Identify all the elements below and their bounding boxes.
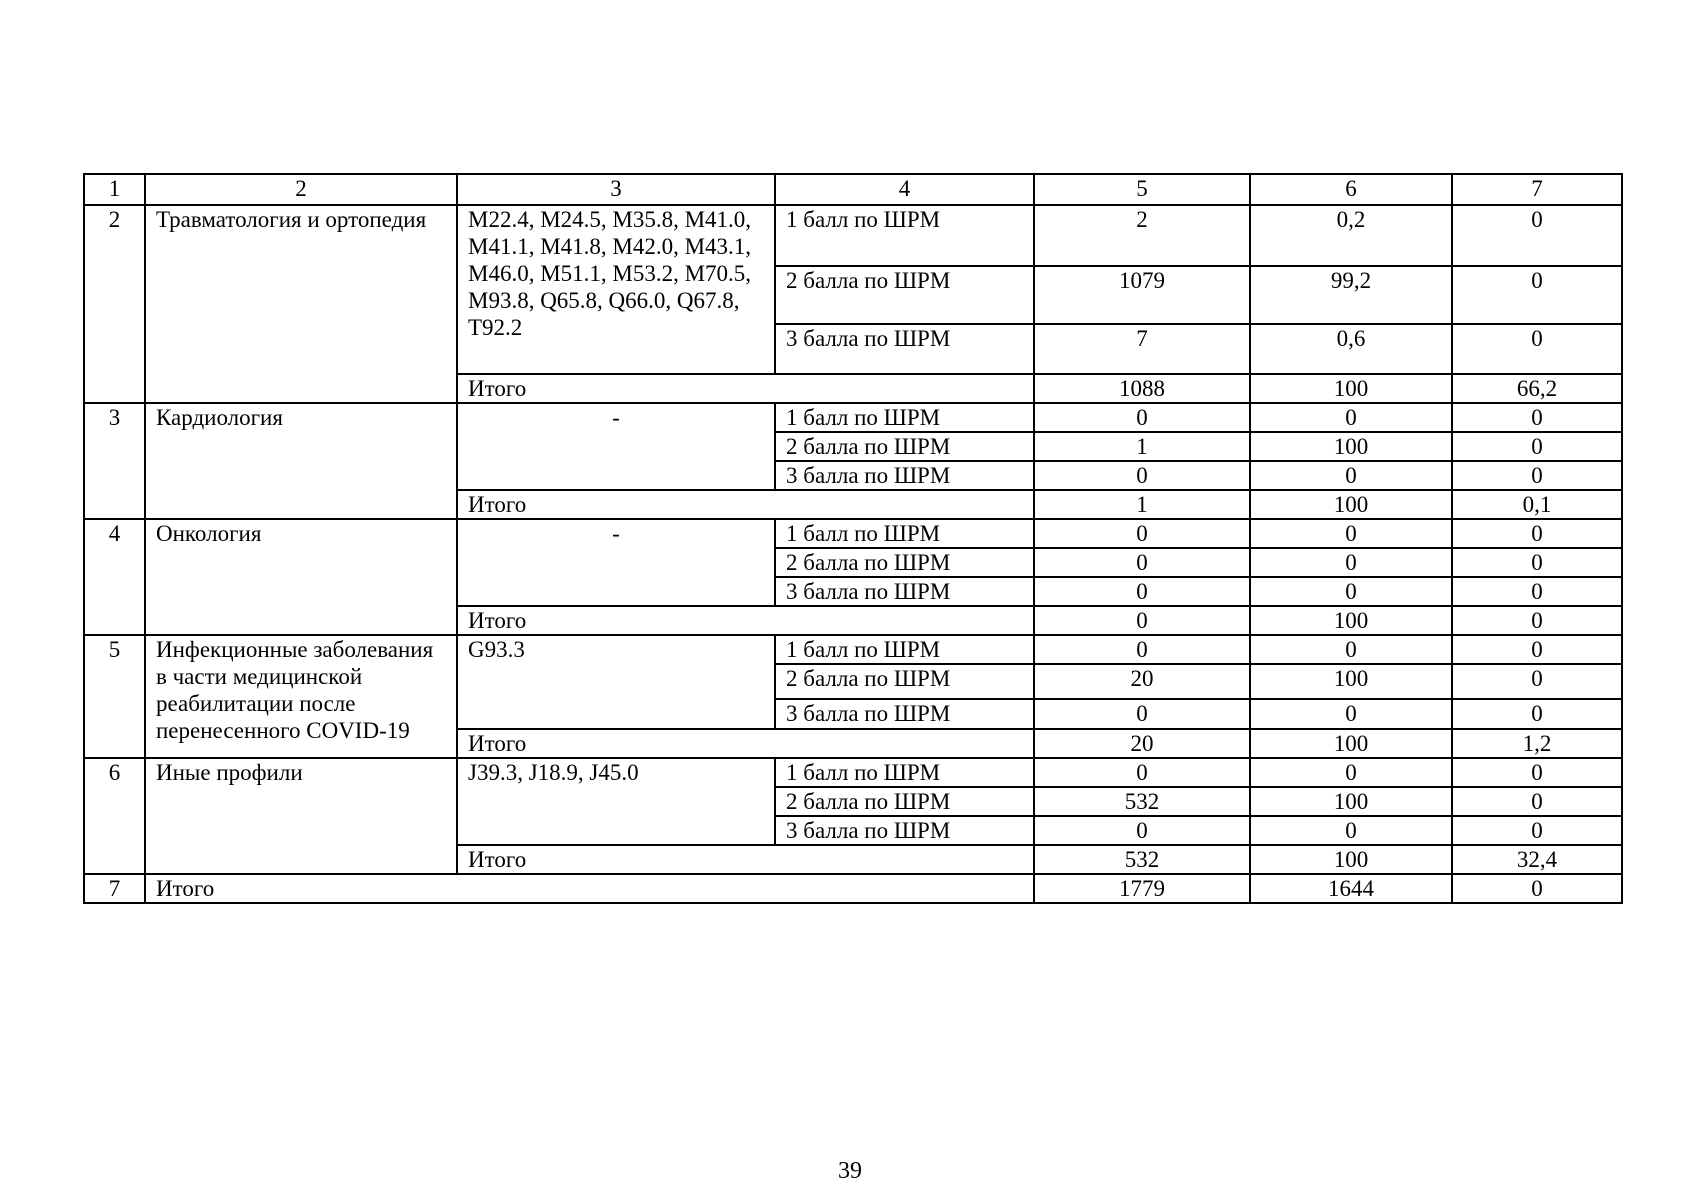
- subtotal-label: Итого: [457, 374, 1034, 403]
- diagnosis-codes-cell: G93.3: [457, 635, 775, 729]
- grand-total-row: [84, 874, 1622, 903]
- subtotal-share: 66,2: [1452, 374, 1622, 403]
- score-cell: 2 балла по ШРМ: [775, 548, 1034, 577]
- percent-cell: 100: [1250, 664, 1452, 699]
- row-number-cell: 4: [84, 519, 145, 635]
- share-cell: 0: [1452, 432, 1622, 461]
- subtotal-label: Итого: [457, 490, 1034, 519]
- score-cell: 3 балла по ШРМ: [775, 324, 1034, 374]
- count-cell: 0: [1034, 519, 1250, 548]
- subtotal-count: 1088: [1034, 374, 1250, 403]
- score-cell: 1 балл по ШРМ: [775, 403, 1034, 432]
- count-cell: 0: [1034, 635, 1250, 664]
- percent-cell: 0: [1250, 548, 1452, 577]
- subtotal-count: 1: [1034, 490, 1250, 519]
- score-cell: 1 балл по ШРМ: [775, 205, 1034, 266]
- percent-cell: 0: [1250, 461, 1452, 490]
- share-cell: 0: [1452, 577, 1622, 606]
- count-cell: 532: [1034, 787, 1250, 816]
- diagnosis-codes-cell: J39.3, J18.9, J45.0: [457, 758, 775, 845]
- grand-total-percent: 1644: [1250, 874, 1452, 903]
- count-cell: 0: [1034, 816, 1250, 845]
- subtotal-label: Итого: [457, 845, 1034, 874]
- share-cell: 0: [1452, 758, 1622, 787]
- score-cell: 1 балл по ШРМ: [775, 635, 1034, 664]
- header-cell: 7: [1452, 174, 1622, 205]
- share-cell: 0: [1452, 461, 1622, 490]
- page-number: 39: [838, 1158, 862, 1184]
- score-cell: 2 балла по ШРМ: [775, 787, 1034, 816]
- subtotal-percent: 100: [1250, 490, 1452, 519]
- data-table: [83, 173, 1623, 904]
- table-row: [84, 205, 1622, 266]
- percent-cell: 0: [1250, 758, 1452, 787]
- header-cell: 2: [145, 174, 457, 205]
- score-cell: 3 балла по ШРМ: [775, 699, 1034, 729]
- count-cell: 20: [1034, 664, 1250, 699]
- grand-total-number: 7: [84, 874, 145, 903]
- subtotal-count: 20: [1034, 729, 1250, 758]
- share-cell: 0: [1452, 324, 1622, 374]
- score-cell: 3 балла по ШРМ: [775, 816, 1034, 845]
- table-row: [84, 758, 1622, 787]
- count-cell: 7: [1034, 324, 1250, 374]
- score-cell: 2 балла по ШРМ: [775, 664, 1034, 699]
- percent-cell: 99,2: [1250, 266, 1452, 324]
- diagnosis-codes-cell: M22.4, M24.5, M35.8, M41.0, M41.1, M41.8, M42.0, M43.1, M46.0, M51.1, M53.2, M70.5, M93.8, Q65.8, Q66.0, Q67.8, T92.2: [457, 205, 775, 374]
- share-cell: 0: [1452, 816, 1622, 845]
- score-cell: 3 балла по ШРМ: [775, 577, 1034, 606]
- profile-cell: Кардиология: [145, 403, 457, 519]
- profile-cell: Онкология: [145, 519, 457, 635]
- share-cell: 0: [1452, 205, 1622, 266]
- row-number-cell: 6: [84, 758, 145, 874]
- header-cell: 6: [1250, 174, 1452, 205]
- row-number-cell: 3: [84, 403, 145, 519]
- subtotal-share: 0: [1452, 606, 1622, 635]
- count-cell: 1079: [1034, 266, 1250, 324]
- percent-cell: 0: [1250, 519, 1452, 548]
- count-cell: 0: [1034, 699, 1250, 729]
- grand-total-label: Итого: [145, 874, 1034, 903]
- share-cell: 0: [1452, 266, 1622, 324]
- count-cell: 1: [1034, 432, 1250, 461]
- header-cell: 4: [775, 174, 1034, 205]
- score-cell: 2 балла по ШРМ: [775, 266, 1034, 324]
- row-number-cell: 2: [84, 205, 145, 403]
- count-cell: 0: [1034, 403, 1250, 432]
- score-cell: 2 балла по ШРМ: [775, 432, 1034, 461]
- subtotal-percent: 100: [1250, 729, 1452, 758]
- header-cell: 3: [457, 174, 775, 205]
- table-row: [84, 519, 1622, 548]
- header-cell: 5: [1034, 174, 1250, 205]
- percent-cell: 0: [1250, 635, 1452, 664]
- count-cell: 0: [1034, 577, 1250, 606]
- share-cell: 0: [1452, 664, 1622, 699]
- percent-cell: 0: [1250, 699, 1452, 729]
- share-cell: 0: [1452, 635, 1622, 664]
- row-number-cell: 5: [84, 635, 145, 758]
- table-row: [84, 635, 1622, 664]
- share-cell: 0: [1452, 787, 1622, 816]
- subtotal-count: 532: [1034, 845, 1250, 874]
- subtotal-share: 1,2: [1452, 729, 1622, 758]
- percent-cell: 0: [1250, 403, 1452, 432]
- percent-cell: 100: [1250, 432, 1452, 461]
- score-cell: 1 балл по ШРМ: [775, 758, 1034, 787]
- share-cell: 0: [1452, 403, 1622, 432]
- count-cell: 0: [1034, 758, 1250, 787]
- diagnosis-codes-cell: -: [457, 403, 775, 490]
- grand-total-count: 1779: [1034, 874, 1250, 903]
- share-cell: 0: [1452, 548, 1622, 577]
- count-cell: 0: [1034, 548, 1250, 577]
- header-row: [84, 174, 1622, 205]
- subtotal-share: 0,1: [1452, 490, 1622, 519]
- subtotal-percent: 100: [1250, 845, 1452, 874]
- percent-cell: 100: [1250, 787, 1452, 816]
- subtotal-percent: 100: [1250, 374, 1452, 403]
- profile-cell: Инфекционные заболевания в части медицинской реабилитации после перенесенного COVID-19: [145, 635, 457, 758]
- percent-cell: 0,2: [1250, 205, 1452, 266]
- share-cell: 0: [1452, 519, 1622, 548]
- subtotal-share: 32,4: [1452, 845, 1622, 874]
- count-cell: 0: [1034, 461, 1250, 490]
- score-cell: 1 балл по ШРМ: [775, 519, 1034, 548]
- profile-cell: Иные профили: [145, 758, 457, 874]
- percent-cell: 0,6: [1250, 324, 1452, 374]
- score-cell: 3 балла по ШРМ: [775, 461, 1034, 490]
- percent-cell: 0: [1250, 577, 1452, 606]
- profile-cell: Травматология и ортопедия: [145, 205, 457, 403]
- grand-total-share: 0: [1452, 874, 1622, 903]
- subtotal-label: Итого: [457, 729, 1034, 758]
- diagnosis-codes-cell: -: [457, 519, 775, 606]
- share-cell: 0: [1452, 699, 1622, 729]
- header-cell: 1: [84, 174, 145, 205]
- percent-cell: 0: [1250, 816, 1452, 845]
- subtotal-count: 0: [1034, 606, 1250, 635]
- count-cell: 2: [1034, 205, 1250, 266]
- subtotal-percent: 100: [1250, 606, 1452, 635]
- table-row: [84, 403, 1622, 432]
- subtotal-label: Итого: [457, 606, 1034, 635]
